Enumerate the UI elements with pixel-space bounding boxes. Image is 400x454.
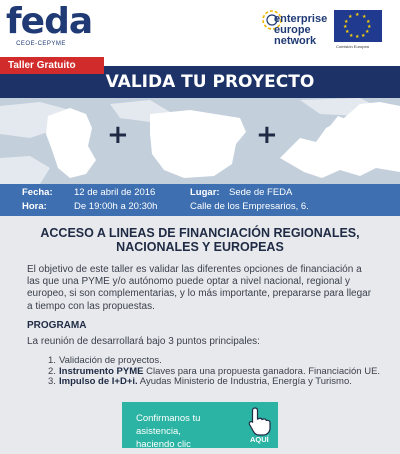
list-item-number: 3. — [48, 376, 56, 388]
plus-icon-2: + — [256, 120, 278, 150]
list-item — [48, 377, 378, 388]
pointing-hand-icon — [246, 406, 272, 436]
list-item-bold: Impulso de I+D+i. — [59, 376, 138, 388]
place-value: Sede de FEDA — [229, 187, 293, 198]
list-item-bold: Instrumento PYME — [59, 365, 144, 377]
header — [0, 0, 400, 64]
enterprise-europe-network-logo[interactable] — [258, 8, 398, 54]
intro-paragraph: El objetivo de este taller es validar las diferentes opciones de financiación a las que una PYME y/o autónomo puede optar a nivel nacional, regional y europeo, si son complementarias, y lo más importante, prepararse para llegar a tiempo con las propuestas. — [27, 264, 372, 312]
date-value: 12 de abril de 2016 — [74, 187, 156, 198]
program-list — [48, 355, 381, 388]
map-illustration — [0, 98, 400, 184]
list-item-number: 2. — [48, 365, 56, 377]
een-text — [274, 14, 327, 47]
feda-logo[interactable] — [6, 1, 93, 47]
free-workshop-tag: Taller Gratuito — [0, 57, 104, 74]
event-info-band — [0, 184, 400, 216]
address-value: Calle de los Empresarios, 6. — [190, 201, 309, 212]
programa-heading: PROGRAMA — [27, 320, 87, 331]
een-line-1: enterprise — [274, 13, 328, 25]
list-item-text: Ayudas Ministerio de Industria, Energía y Turismo. — [137, 376, 352, 388]
een-line-2: europe — [274, 24, 311, 36]
cta-line-2: haciendo clic — [136, 439, 191, 450]
cta-text — [136, 412, 246, 451]
content-section — [0, 216, 400, 454]
een-line-3: network — [274, 35, 317, 47]
plus-icon-1: + — [107, 120, 129, 150]
reunion-text: La reunión de desarrollará bajo 3 puntos principales: — [27, 336, 260, 347]
place-label: Lugar: — [190, 187, 220, 198]
commission-text: Comisión Europea — [336, 44, 369, 49]
feda-logo-subtitle: CEOE-CEPYME — [16, 41, 66, 47]
europe-map-graphic — [0, 98, 400, 184]
section-heading-line-2: NACIONALES Y EUROPEAS — [116, 240, 284, 254]
confirm-attendance-button[interactable] — [122, 402, 278, 448]
list-item-number: 1. — [48, 355, 56, 366]
time-value: De 19:00h a 20:30h — [74, 201, 158, 212]
list-item-text: Claves para una propuesta ganadora. Financiación UE. — [143, 365, 381, 377]
eu-flag-icon: ★ ★ ★ ★ ★ ★ ★ ★ ★ ★ ★ ★ — [334, 10, 382, 42]
date-label: Fecha: — [22, 187, 53, 198]
cta-line-1: Confirmanos tu asistencia, — [136, 413, 201, 437]
section-heading — [30, 226, 370, 254]
page-title: VALIDA TU PROYECTO — [105, 72, 315, 92]
time-label: Hora: — [22, 201, 47, 212]
aqui-label: AQUÍ — [250, 435, 269, 444]
list-item-text: Validación de proyectos. — [59, 355, 162, 366]
feda-logo-text: feda — [6, 1, 93, 42]
section-heading-line-1: ACCESO A LINEAS DE FINANCIACIÓN REGIONALES, — [40, 226, 360, 240]
